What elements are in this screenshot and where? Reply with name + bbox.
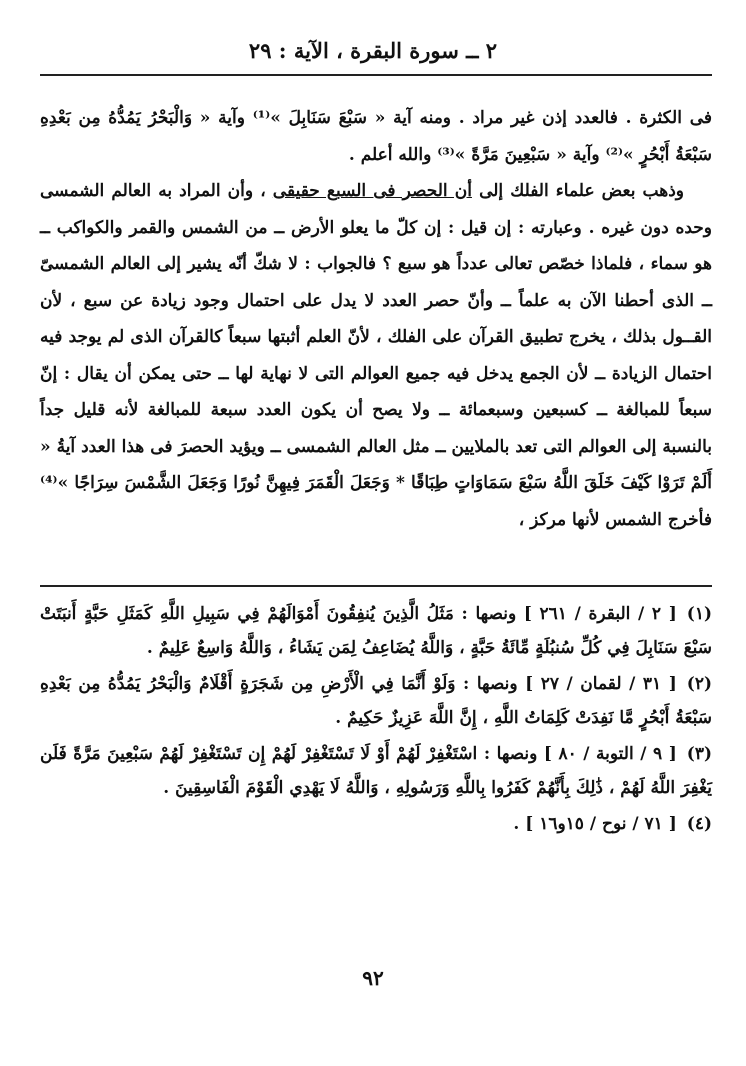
footnote-2 bbox=[40, 667, 712, 735]
paragraph-2-rest: ، وأن المراد به العالم الشمسى وحده دون غيره . وعبارته : إن قيل : إن كلّ ما يعلو الأرض ــ من الشمس والقمر والكواكب ــ هو سماء ، فلماذا خصّص تعالى عدداً هو سبع ؟ فالجواب : لا شكّ أنّه يشير إلى العالم الشمسىّ ــ الذى أحطنا الآن به علماً ــ وأنّ حصر العدد لا يدل على احتمال وجود زيادة عن سبع ، لأن القــول بذلك ، يخرج تطبيق القرآن على الفلك ، لأنّ العلم أثبتها سبعاً كالقرآن الذى لم يوجد فيه احتمال الزيادة ــ لأن الجمع يدخل فيه جميع العوالم التى لا نهاية لها ــ حتى يمكن أن يقال : إنّ سبعاً للمبالغة ــ كسبعين وسبعمائة ــ ولا يصح أن يكون العدد سبعة للمبالغة لأنه قليل جداً بالنسبة إلى العوالم التى تعد بالملايين ــ مثل العالم الشمسى ــ ويؤيد الحصرَ فى هذا العدد آيةُ « أَلَمْ تَرَوْا كَيْفَ خَلَقَ اللَّهُ سَبْعَ سَمَاوَاتٍ طِبَاقًا * وَجَعَلَ الْقَمَرَ فِيهِنَّ نُورًا وَجَعَلَ الشَّمْسَ سِرَاجًا »⁽⁴⁾ فأخرج الشمس لأنها مركز ، bbox=[40, 181, 712, 530]
footnote-number: (١) bbox=[686, 604, 712, 624]
paragraph-1: فى الكثرة . فالعدد إذن غير مراد . ومنه آية « سَبْعَ سَنَابِلَ »⁽¹⁾ وآية « وَالْبَحْرُ يَمُدُّهُ مِن بَعْدِهِ سَبْعَةُ أَبْحُرٍ »⁽²⁾ وآية « سَبْعِينَ مَرَّةً »⁽³⁾ والله أعلم . bbox=[40, 108, 712, 165]
footnote-text: [ ٩ / التوبة / ٨٠ ] ونصها : اسْتَغْفِرْ لَهُمْ أَوْ لَا تَسْتَغْفِرْ لَهُمْ إِن تَسْتَغْفِرْ لَهُمْ سَبْعِينَ مَرَّةً فَلَن يَغْفِرَ اللَّهُ لَهُمْ ، ذَٰلِكَ بِأَنَّهُمْ كَفَرُوا بِاللَّهِ وَرَسُولِهِ ، وَاللَّهُ لَا يَهْدِي الْقَوْمَ الْفَاسِقِينَ . bbox=[40, 744, 712, 798]
underlined-phrase: أن الحصر فى السبع حقيقى bbox=[272, 181, 472, 201]
footnote-number: (٢) bbox=[686, 674, 712, 694]
footnote-3 bbox=[40, 737, 712, 805]
footnote-4 bbox=[40, 807, 712, 841]
paragraph-2 bbox=[40, 173, 712, 538]
main-text bbox=[40, 100, 712, 538]
running-header: ٢ ــ سورة البقرة ، الآية : ٢٩ bbox=[248, 38, 498, 63]
footnote-text: [ ٣١ / لقمان / ٢٧ ] ونصها : وَلَوْ أَنَّمَا فِي الْأَرْضِ مِن شَجَرَةٍ أَقْلَامٌ وَالْبَحْرُ يَمُدُّهُ مِن بَعْدِهِ سَبْعَةُ أَبْحُرٍ مَّا نَفِدَتْ كَلِمَاتُ اللَّهِ ، إِنَّ اللَّهَ عَزِيزٌ حَكِيمٌ . bbox=[40, 674, 712, 728]
footnote-divider bbox=[40, 585, 712, 587]
footnote-number: (٤) bbox=[686, 814, 712, 834]
header-divider bbox=[40, 74, 712, 76]
footnote-1 bbox=[40, 597, 712, 665]
page-number: ٩٢ bbox=[362, 966, 384, 990]
paragraph-2-start: وذهب بعض علماء الفلك إلى bbox=[471, 181, 684, 201]
footnote-text: [ ٧١ / نوح / ١٥و١٦ ] . bbox=[513, 814, 677, 834]
footnote-text: [ ٢ / البقرة / ٢٦١ ] ونصها : مَثَلُ الَّذِينَ يُنفِقُونَ أَمْوَالَهُمْ فِي سَبِيلِ اللَّهِ كَمَثَلِ حَبَّةٍ أَنبَتَتْ سَبْعَ سَنَابِلَ فِي كُلِّ سُنبُلَةٍ مِّائَةُ حَبَّةٍ ، وَاللَّهُ يُضَاعِفُ لِمَن يَشَاءُ ، وَاللَّهُ وَاسِعٌ عَلِيمٌ . bbox=[40, 604, 712, 658]
footnote-number: (٣) bbox=[686, 744, 712, 764]
footnotes-section bbox=[40, 597, 712, 843]
